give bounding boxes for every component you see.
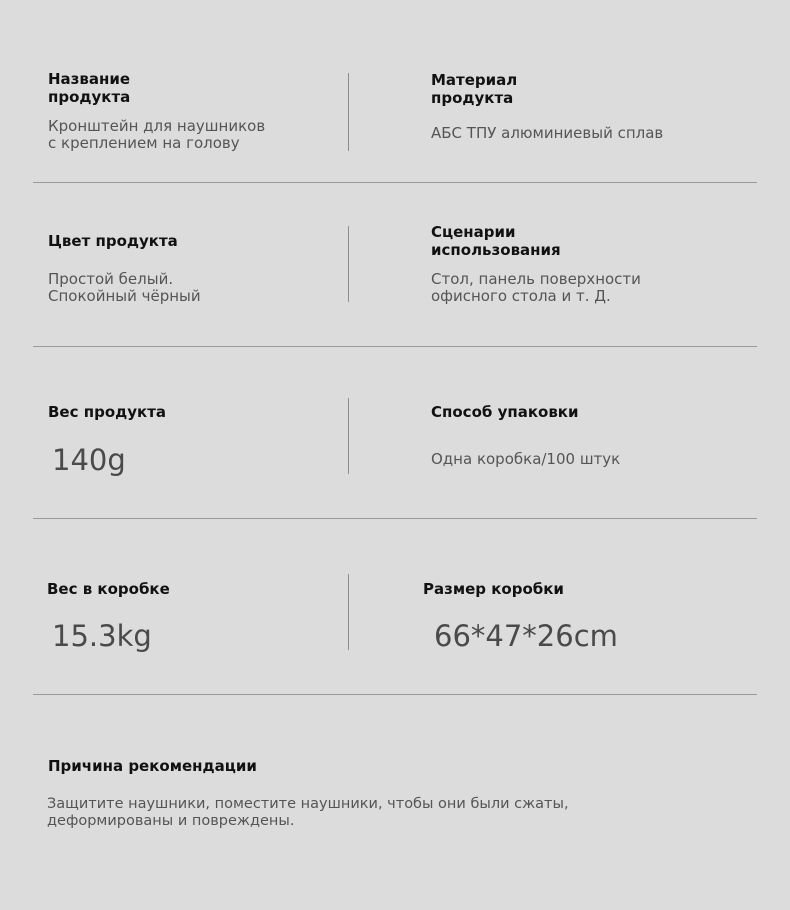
- material-label: Материал продукта: [431, 71, 518, 107]
- scenarios-label: Сценарии использования: [431, 223, 561, 259]
- reason-label: Причина рекомендации: [48, 757, 257, 775]
- row-divider: [33, 518, 757, 519]
- material-value: АБС ТПУ алюминиевый сплав: [431, 124, 664, 142]
- box-size-label: Размер коробки: [423, 580, 564, 598]
- reason-value: Защитите наушники, поместите наушники, чтобы они были сжаты, деформированы и повреждены.: [47, 796, 569, 829]
- box-size-value: 66*47*26cm: [434, 619, 618, 653]
- row-divider: [33, 346, 757, 347]
- weight-label: Вес продукта: [48, 403, 167, 421]
- row-divider: [33, 182, 757, 183]
- row-divider: [33, 694, 757, 695]
- box-weight-label: Вес в коробке: [47, 580, 170, 598]
- column-divider: [348, 574, 349, 650]
- product-name-value: Кронштейн для наушников с креплением на голову: [48, 117, 266, 152]
- scenarios-value: Стол, панель поверхности офисного стола и т. Д.: [431, 270, 641, 305]
- color-value: Простой белый. Спокойный чёрный: [48, 270, 201, 305]
- box-weight-value: 15.3kg: [52, 619, 152, 653]
- column-divider: [348, 398, 349, 474]
- packing-value: Одна коробка/100 штук: [431, 450, 621, 468]
- column-divider: [348, 73, 349, 151]
- color-label: Цвет продукта: [48, 232, 178, 250]
- packing-label: Способ упаковки: [431, 403, 579, 421]
- product-name-label: Название продукта: [48, 70, 131, 106]
- weight-value: 140g: [52, 443, 126, 477]
- column-divider: [348, 226, 349, 302]
